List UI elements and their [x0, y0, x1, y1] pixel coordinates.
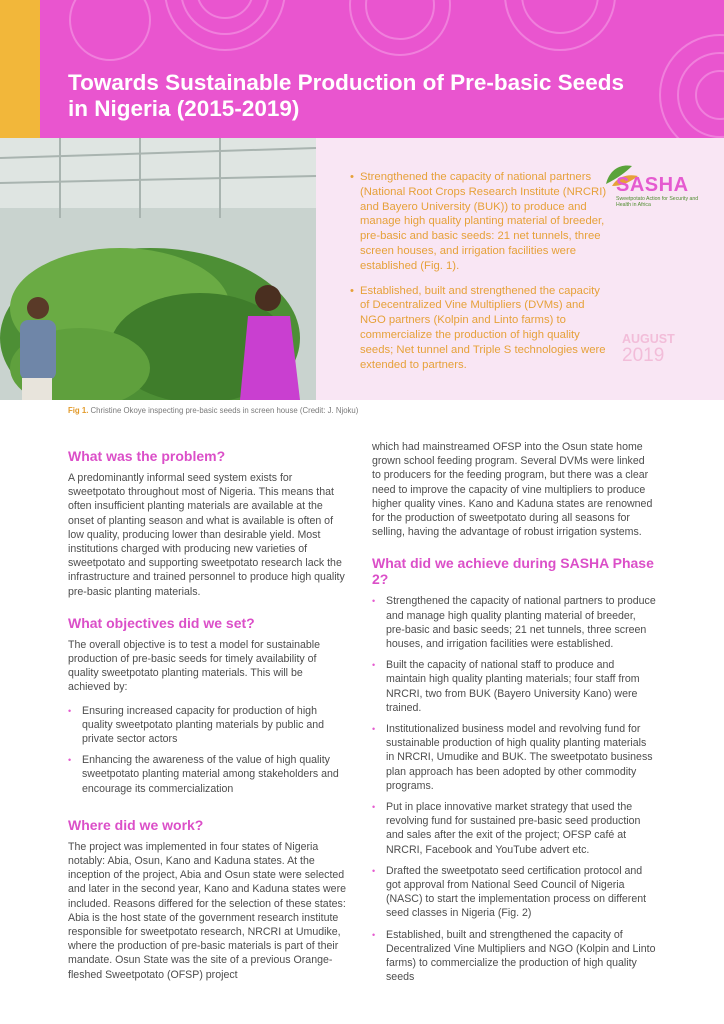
hero-bullet-list: [350, 170, 612, 382]
list-item: • Institutionalized business model and revolving fund for sustainable production of high quality planting materials in NRCRI, Umudike and BUK. The sweetpotato business plan approach has been adopted by other commodity programs.: [372, 722, 656, 793]
list-item: • Established, built and strengthened the capacity of Decentralized Vine Multipliers and NGO (Kolpin and Linto farms) to commercialize the production of high quality seeds: [372, 928, 656, 985]
list-item: • Strengthened the capacity of national partners (National Root Crops Research Institute (NRCRI) and Bayero University (BUK)) to produce and manage high quality planting material of breeder, pre-basic and basic seeds: 21 net tunnels, three screen houses, and irrigation facilities were established (Fig. 1).: [350, 170, 612, 274]
list-item: • Established, built and strengthened the capacity of Decentralized Vine Multipliers (DVMs) and NGO partners (Kolpin and Linto farms) to commercialize the production of high quality seeds; Net tunnel and Triple S technologies were extended to partners.: [350, 284, 612, 373]
list-item: • Drafted the sweetpotato seed certification protocol and got approval from National Seed Council of Nigeria (NASC) to start the implementation process on different seed classes in Nigeria (Fig. 2): [372, 864, 656, 921]
list-item: • Put in place innovative market strategy that used the revolving fund for sustained pre-basic seed production and sales after the exit of the project; OFSP café at NRCRI, Facebook and YouTube advert etc.: [372, 800, 656, 857]
banner-accent-strip: [0, 0, 40, 138]
section-heading-where: Where did we work?: [68, 816, 204, 833]
right-column: [372, 440, 656, 992]
objectives-body: The overall objective is to test a model for sustainable production of pre-basic seeds for timely availability of quality sweetpotato planting materials. This will be achieved by:: [68, 638, 321, 694]
left-column: [68, 448, 346, 982]
where-body: The project was implemented in four states of Nigeria notably: Abia, Osun, Kano and Kaduna states. At the inception of the project, Abia and Osun state were selected and later in the second year, Kano and Kaduna states were included. Reasons differed for the selection of these states: Abia is the host state of the government research institute responsible for sweetpotato research, NRCRI at Umudike, where the production of pre-basic materials is part of their mandate. Osun State was the site of a previous Orange-fleshed Sweetpotato (OFSP) project: [68, 840, 346, 981]
issue-year: 2019: [622, 345, 665, 366]
section-heading-objectives: What objectives did we set?: [68, 614, 255, 631]
figure-label: Fig 1.: [68, 406, 89, 415]
list-item: • Strengthened the capacity of national partners to produce and manage high quality planting material of breeder, pre-basic and basic seeds; 21 net tunnels, three screen houses, and irrigation facilities were established.: [372, 594, 656, 651]
logo-tagline: Sweetpotato Action for Security and Health in Africa: [616, 196, 699, 208]
list-item: • Built the capacity of national staff to produce and maintain high quality planting materials; four staff from NRCRI, two from BUK (Bayero University Kano) were trained.: [372, 658, 656, 715]
header-banner: [0, 0, 724, 138]
figure-caption: [68, 406, 358, 415]
list-item: • Ensuring increased capacity for production of high quality sweetpotato planting materials by public and private sector actors: [68, 704, 346, 747]
objectives-list: [68, 704, 346, 796]
achievements-list: [372, 594, 656, 984]
page-title: Towards Sustainable Production of Pre-basic Seeds in Nigeria (2015-2019): [68, 70, 624, 121]
sasha-logo: [602, 160, 702, 216]
figure-caption-text: Christine Okoye inspecting pre-basic seeds in screen house (Credit: J. Njoku): [90, 406, 359, 415]
section-heading-achieve: What did we achieve during SASHA Phase 2?: [372, 555, 654, 588]
hero-photo: [0, 138, 316, 400]
issue-month: AUGUST: [622, 332, 675, 346]
where-body-continued: which had mainstreamed OFSP into the Osun state home grown school feeding program. Several DVMs were linked to producers for the feeding program, but there was a clear need to improve the capacity of vine multipliers to produce higher quality vines. Kano and Kaduna states are renowned for the production of sweetpotato during all seasons for selling, having the advantage of robust irrigation systems.: [372, 441, 653, 539]
screen-house-photo-icon: [0, 138, 316, 400]
logo-wordmark: SASHA: [616, 174, 689, 196]
section-heading-problem: What was the problem?: [68, 448, 226, 464]
problem-body: A predominantly informal seed system exists for sweetpotato throughout most of Nigeria. This means that often insufficient planting materials are available at the onset of planting season and what is available is often of low quality, producing lower than desirable yield. Most institutions charged with producing new varieties of sweetpotato and supporting sweetpotato research lack the infrastructure and trained personnel to produce high quality pre-basic planting materials.: [68, 472, 345, 598]
list-item: • Enhancing the awareness of the value of high quality sweetpotato planting material among stakeholders and encourage its commercialization: [68, 753, 346, 796]
